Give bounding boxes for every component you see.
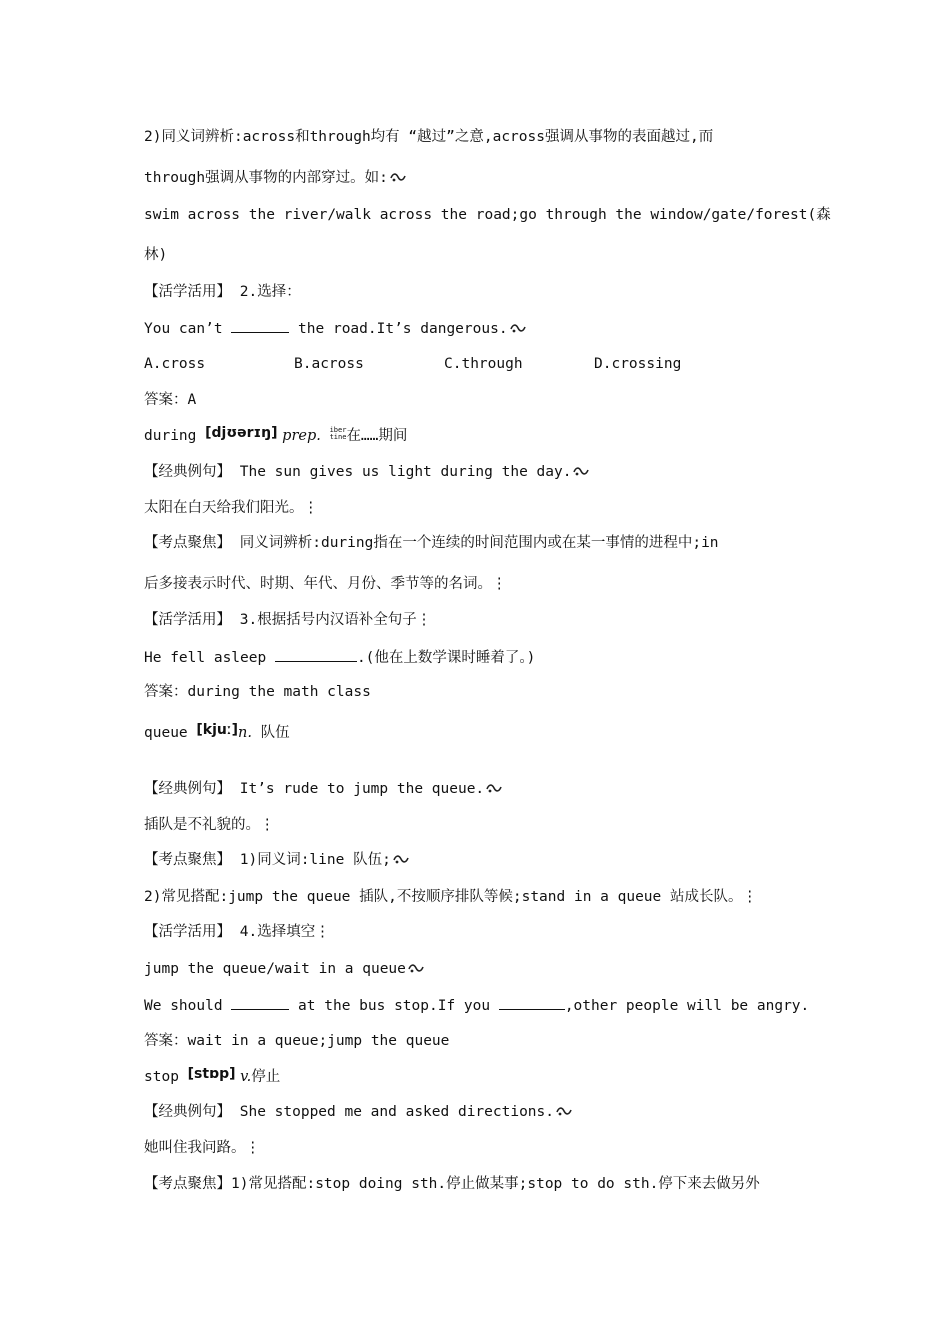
phonetic: [kjuː] (196, 722, 238, 738)
vocab-entry-queue: queue [kjuː]n. 队伍 (144, 722, 290, 741)
classic-example: 【经典例句】 The sun gives us light during the day. (144, 462, 589, 482)
key-point-line-2: 后多接表示时代、时期、年代、月份、季节等的名词。⋮ (144, 576, 507, 592)
phonetic: [djʊərɪŋ] (205, 425, 278, 441)
example-phrase-line-2: 林) (144, 247, 168, 263)
answer-line: 答案：A (144, 392, 197, 408)
option-a: A.cross (144, 356, 206, 372)
word-bank: jump the queue/wait in a queue (144, 959, 424, 979)
classic-example: 【经典例句】 She stopped me and asked directions. (144, 1102, 572, 1122)
squiggle-mark-icon (486, 783, 502, 795)
vocab-entry-during: during [djʊərɪŋ] prep. iber tine 在……期间 (144, 425, 408, 444)
exercise-sentence: He fell asleep .(他在上数学课时睡着了。) (144, 647, 535, 668)
example-phrase-line: swim across the river/walk across the road;go through the window/gate/forest(森 (144, 207, 831, 223)
translation-line: 插队是不礼貌的。⋮ (144, 817, 275, 833)
blank-line (499, 995, 565, 1010)
answer-options (144, 354, 681, 374)
exercise-sentence: We should at the bus stop.If you ,other people will be angry. (144, 995, 809, 1016)
exercise-sentence: You can’t the road.It’s dangerous. (144, 318, 526, 339)
blank-line (231, 995, 289, 1010)
option-d: D.crossing (594, 356, 682, 372)
squiggle-mark-icon (573, 466, 589, 478)
key-point-line-2: 2)常见搭配:jump the queue 插队,不按顺序排队等候;stand in a queue 站成长队。⋮ (144, 889, 757, 905)
synonym-note-line-2: through强调从事物的内部穿过。如: (144, 168, 406, 188)
vocab-entry-stop: stop [stɒp] v.停止 (144, 1066, 281, 1085)
exercise-heading: 【活学活用】 3.根据括号内汉语补全句子⋮ (144, 612, 432, 628)
squiggle-mark-icon (556, 1106, 572, 1118)
key-point-line: 【考点聚焦】 同义词辨析:during指在一个连续的时间范围内或在某一事情的进程中;in (144, 535, 719, 551)
option-c: C.through (444, 356, 523, 372)
squiggle-mark-icon (408, 963, 424, 975)
blank-line (231, 318, 289, 333)
key-point-line: 【考点聚焦】1)常见搭配:stop doing sth.停止做某事;stop to do sth.停下来去做另外 (144, 1176, 760, 1192)
translation-line: 太阳在白天给我们阳光。⋮ (144, 500, 318, 516)
stacked-note: iber tine (329, 426, 347, 441)
squiggle-mark-icon (390, 172, 406, 184)
option-b: B.across (294, 356, 364, 372)
squiggle-mark-icon (393, 854, 409, 866)
exercise-heading: 【活学活用】 2.选择： (144, 284, 301, 300)
answer-line: 答案：wait in a queue;jump the queue (144, 1033, 450, 1049)
squiggle-mark-icon (510, 323, 526, 335)
key-point-line: 【考点聚焦】 1)同义词:line 队伍; (144, 850, 409, 870)
answer-line: 答案：during the math class (144, 684, 371, 700)
blank-line (275, 647, 357, 662)
classic-example: 【经典例句】 It’s rude to jump the queue. (144, 779, 502, 799)
phonetic: [stɒp] (187, 1066, 236, 1082)
translation-line: 她叫住我问路。⋮ (144, 1140, 260, 1156)
synonym-note-line: 2)同义词辨析:across和through均有 “越过”之意,across强调从事物的表面越过,而 (144, 129, 714, 145)
exercise-heading: 【活学活用】 4.选择填空⋮ (144, 924, 330, 940)
